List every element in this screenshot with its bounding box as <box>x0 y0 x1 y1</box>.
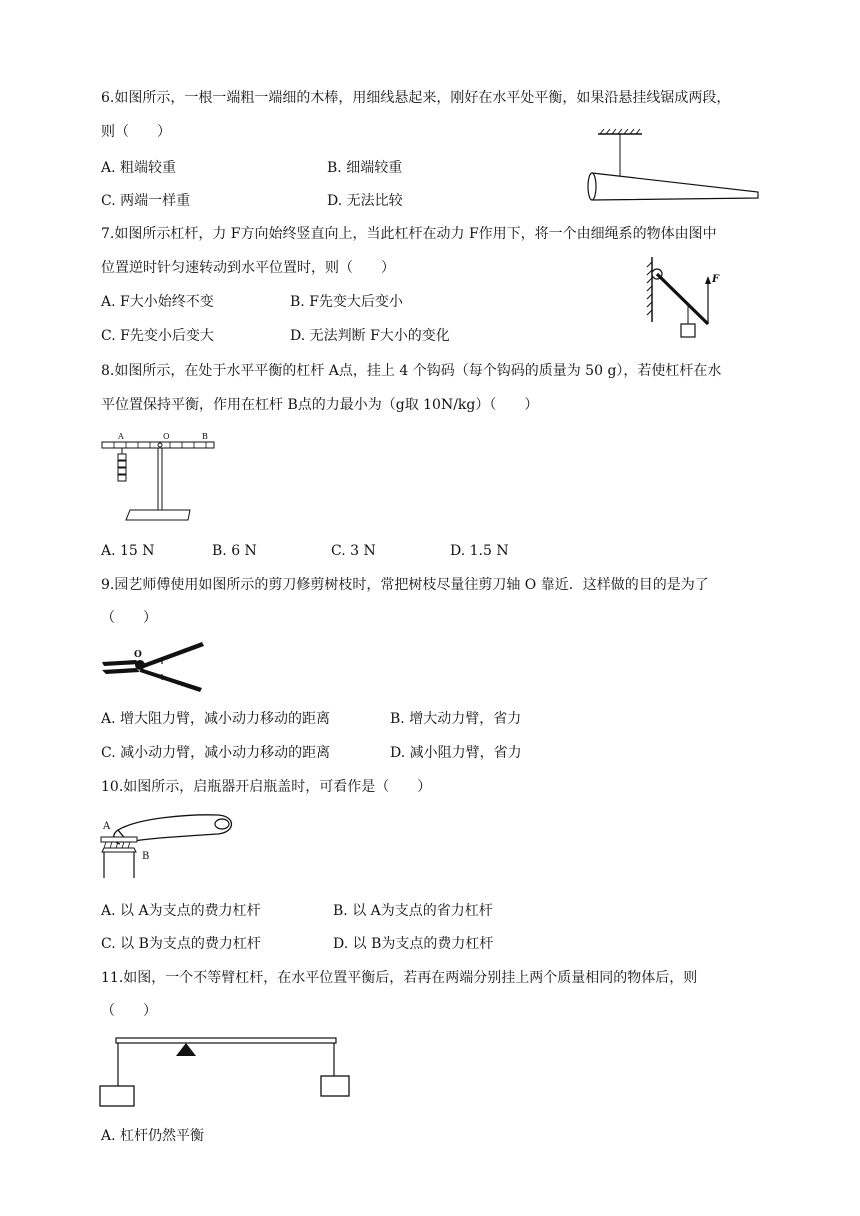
q8-figure-lever-stand <box>100 430 220 525</box>
q8-figure-label-a: A <box>118 432 124 441</box>
q9-figure-scissors <box>100 640 210 695</box>
q6-option-b: B. 细端较重 <box>327 160 403 176</box>
q10-stem-line1: 10.如图所示，启瓶器开启瓶盖时，可看作是（ ） <box>101 779 432 795</box>
q7-figure-label-f: F <box>712 274 720 285</box>
q7-figure-lever <box>640 252 730 347</box>
q11-figure-unequal-arm-lever <box>96 1036 356 1112</box>
q8-figure-label-o: O <box>163 432 170 441</box>
q10-option-d: D. 以 B为支点的费力杠杆 <box>333 936 494 952</box>
q6-stem-line1: 6.如图所示，一根一端粗一端细的木棒，用细线悬起来，刚好在水平处平衡，如果沿悬挂线锯成两段， <box>101 90 731 106</box>
q10-figure-label-a: A <box>103 821 111 832</box>
q7-option-c: C. F先变小后变大 <box>101 328 214 344</box>
q7-option-a: A. F大小始终不变 <box>101 294 214 310</box>
q9-option-a: A. 增大阻力臂，减小动力移动的距离 <box>101 711 331 727</box>
q6-stem-line2: 则（ ） <box>101 124 171 140</box>
q7-stem-line2: 位置逆时针匀速转动到水平位置时，则（ ） <box>101 260 395 276</box>
q6-option-d: D. 无法比较 <box>327 193 403 209</box>
q11-stem-line1: 11.如图，一个不等臂杠杆，在水平位置平衡后，若再在两端分别挂上两个质量相同的物体后，则 <box>101 970 698 986</box>
q8-stem-line1: 8.如图所示，在处于水平平衡的杠杆 A点，挂上 4 个钩码（每个钩码的质量为 50 g），若使杠杆在水 <box>101 363 722 379</box>
q7-option-d: D. 无法判断 F大小的变化 <box>290 328 450 344</box>
q10-option-a: A. 以 A为支点的费力杠杆 <box>101 903 261 919</box>
q11-stem-line2: （ ） <box>101 1003 157 1019</box>
q8-option-d: D. 1.5 N <box>450 543 509 559</box>
q8-option-b: B. 6 N <box>212 543 257 559</box>
q10-option-c: C. 以 B为支点的费力杠杆 <box>101 936 261 952</box>
q9-stem-line1: 9.园艺师傅使用如图所示的剪刀修剪树枝时，常把树枝尽量往剪刀轴 O 靠近．这样做的目的是为了 <box>101 577 709 593</box>
q9-option-b: B. 增大动力臂，省力 <box>390 711 522 727</box>
q8-figure-label-b: B <box>202 432 208 441</box>
q6-option-a: A. 粗端较重 <box>101 160 177 176</box>
q9-option-d: D. 减小阻力臂，省力 <box>390 745 522 761</box>
q8-stem-line2: 平位置保持平衡，作用在杠杆 B点的力最小为（g取 10N/kg）（ ） <box>101 397 539 413</box>
q8-option-a: A. 15 N <box>101 543 155 559</box>
q10-option-b: B. 以 A为支点的省力杠杆 <box>333 903 493 919</box>
q10-figure-label-b: B <box>142 851 150 862</box>
q8-option-c: C. 3 N <box>331 543 376 559</box>
q11-option-a: A. 杠杆仍然平衡 <box>101 1128 205 1144</box>
q10-figure-bottle-opener <box>98 812 238 882</box>
q7-option-b: B. F先变大后变小 <box>290 294 403 310</box>
q6-option-c: C. 两端一样重 <box>101 193 191 209</box>
q9-option-c: C. 减小动力臂，减小动力移动的距离 <box>101 745 331 761</box>
q7-stem-line1: 7.如图所示杠杆，力 F方向始终竖直向上，当此杠杆在动力 F作用下，将一个由细绳系的物体由图中 <box>101 226 717 242</box>
q9-figure-label-o: O <box>134 650 142 660</box>
q6-figure-tapered-rod <box>580 128 770 208</box>
q9-stem-line2: （ ） <box>101 610 157 626</box>
